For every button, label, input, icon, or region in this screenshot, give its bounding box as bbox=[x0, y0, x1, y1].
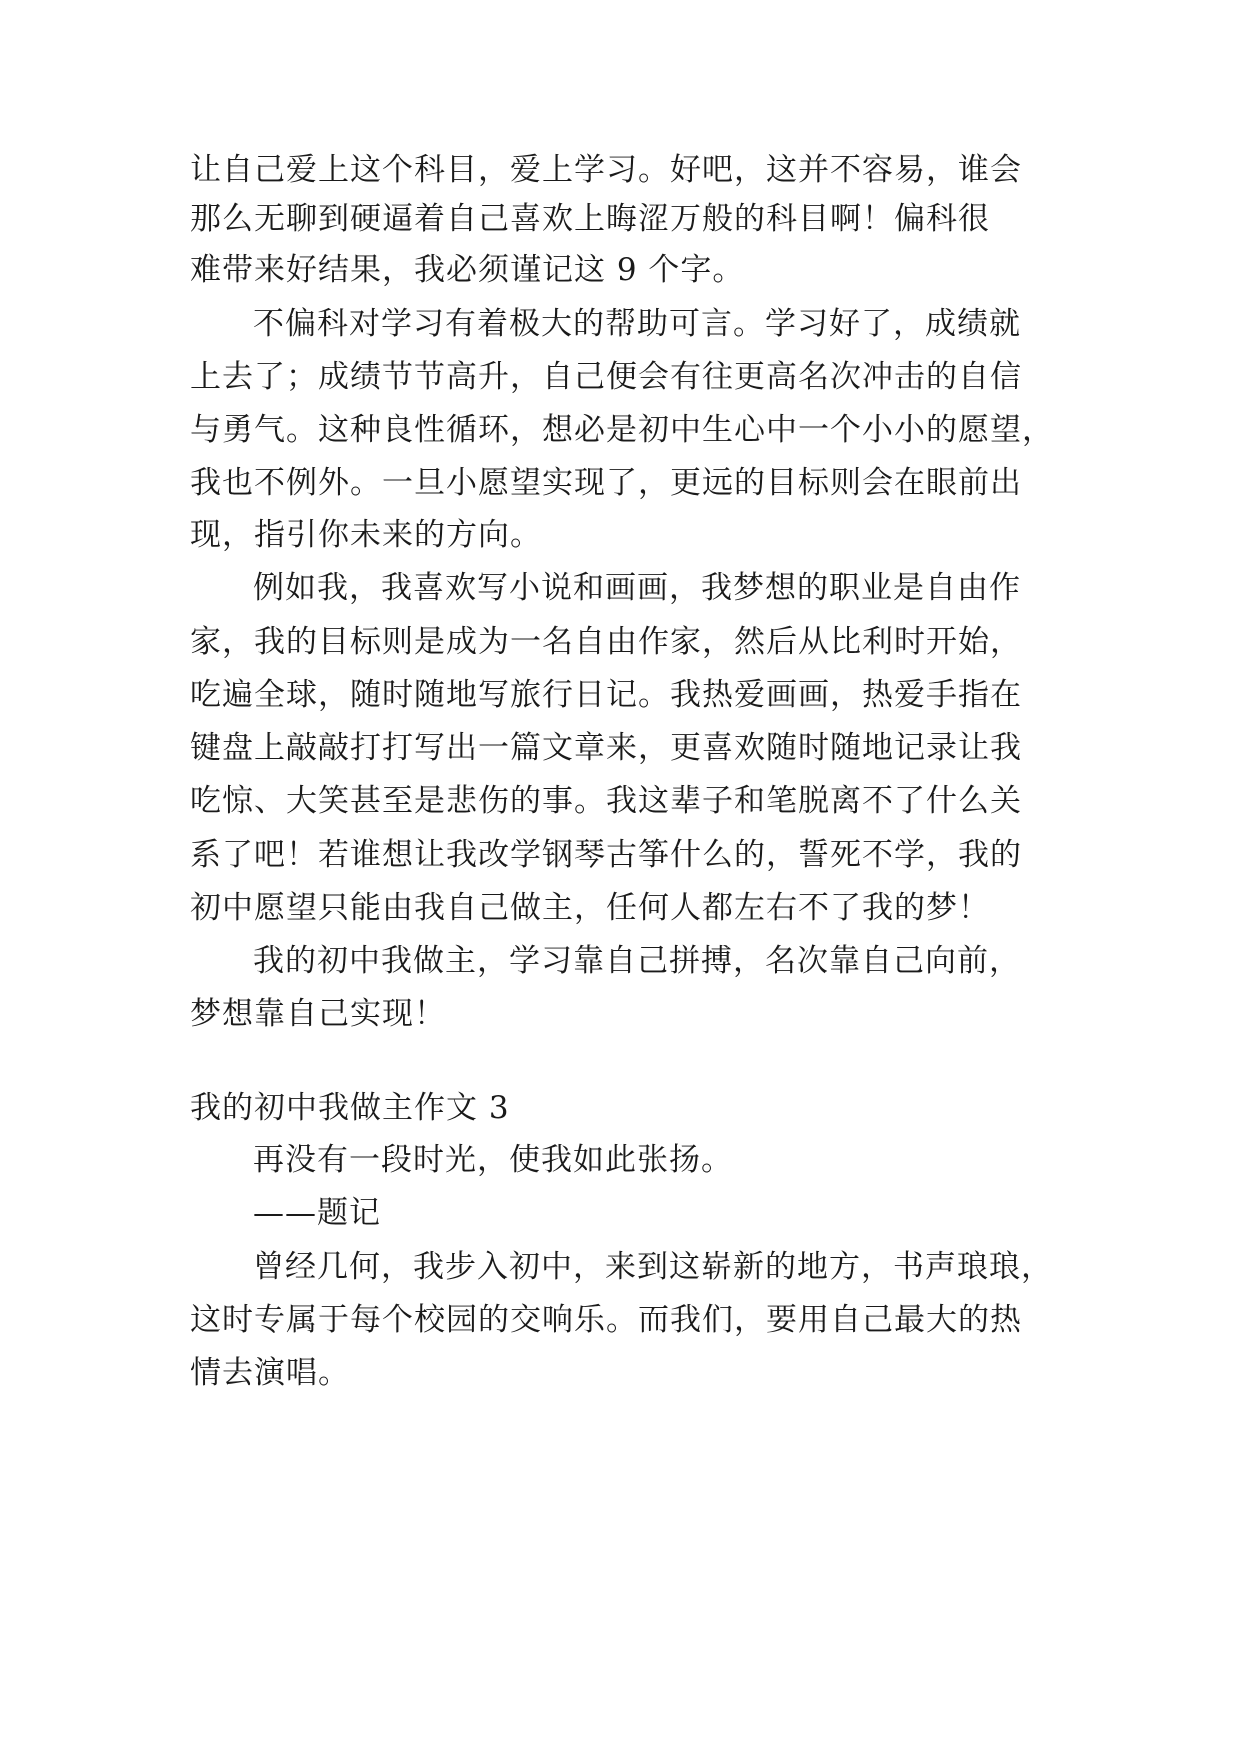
text-line: 吃遍全球，随时随地写旅行日记。我热爱画画，热爱手指在 bbox=[190, 677, 1022, 713]
text-line: 难带来好结果，我必须谨记这 9 个字。 bbox=[190, 252, 745, 288]
text-line: 那么无聊到硬逼着自己喜欢上晦涩万般的科目啊！偏科很 bbox=[190, 201, 990, 237]
text-line: 家，我的目标则是成为一名自由作家，然后从比利时开始， bbox=[190, 624, 1022, 660]
text-line: 与勇气。这种良性循环，想必是初中生心中一个小小的愿望， bbox=[190, 412, 1054, 448]
text-line: 我的初中我做主，学习靠自己拼搏，名次靠自己向前， bbox=[253, 943, 1021, 979]
section-title: 我的初中我做主作文 3 bbox=[190, 1090, 510, 1126]
text-line: 情去演唱。 bbox=[190, 1355, 350, 1391]
text-line: 现，指引你未来的方向。 bbox=[190, 517, 542, 553]
text-line: 梦想靠自己实现！ bbox=[190, 996, 446, 1032]
text-line: 我也不例外。一旦小愿望实现了，更远的目标则会在眼前出 bbox=[190, 465, 1022, 501]
epigraph-label: ——题记 bbox=[253, 1195, 381, 1231]
text-line: 初中愿望只能由我自己做主，任何人都左右不了我的梦！ bbox=[190, 890, 990, 926]
text-line: 再没有一段时光，使我如此张扬。 bbox=[253, 1142, 733, 1178]
text-line: 这时专属于每个校园的交响乐。而我们，要用自己最大的热 bbox=[190, 1302, 1022, 1338]
text-line: 系了吧！若谁想让我改学钢琴古筝什么的，誓死不学，我的 bbox=[190, 837, 1022, 873]
text-line: 不偏科对学习有着极大的帮助可言。学习好了，成绩就 bbox=[253, 306, 1021, 342]
text-line: 曾经几何，我步入初中，来到这崭新的地方，书声琅琅， bbox=[253, 1249, 1053, 1285]
text-line: 让自己爱上这个科目，爱上学习。好吧，这并不容易，谁会 bbox=[190, 152, 1022, 188]
text-line: 例如我，我喜欢写小说和画画，我梦想的职业是自由作 bbox=[253, 570, 1021, 606]
text-line: 键盘上敲敲打打写出一篇文章来，更喜欢随时随地记录让我 bbox=[190, 730, 1022, 766]
text-line: 吃惊、大笑甚至是悲伤的事。我这辈子和笔脱离不了什么关 bbox=[190, 783, 1022, 819]
text-line: 上去了；成绩节节高升，自己便会有往更高名次冲击的自信 bbox=[190, 359, 1022, 395]
